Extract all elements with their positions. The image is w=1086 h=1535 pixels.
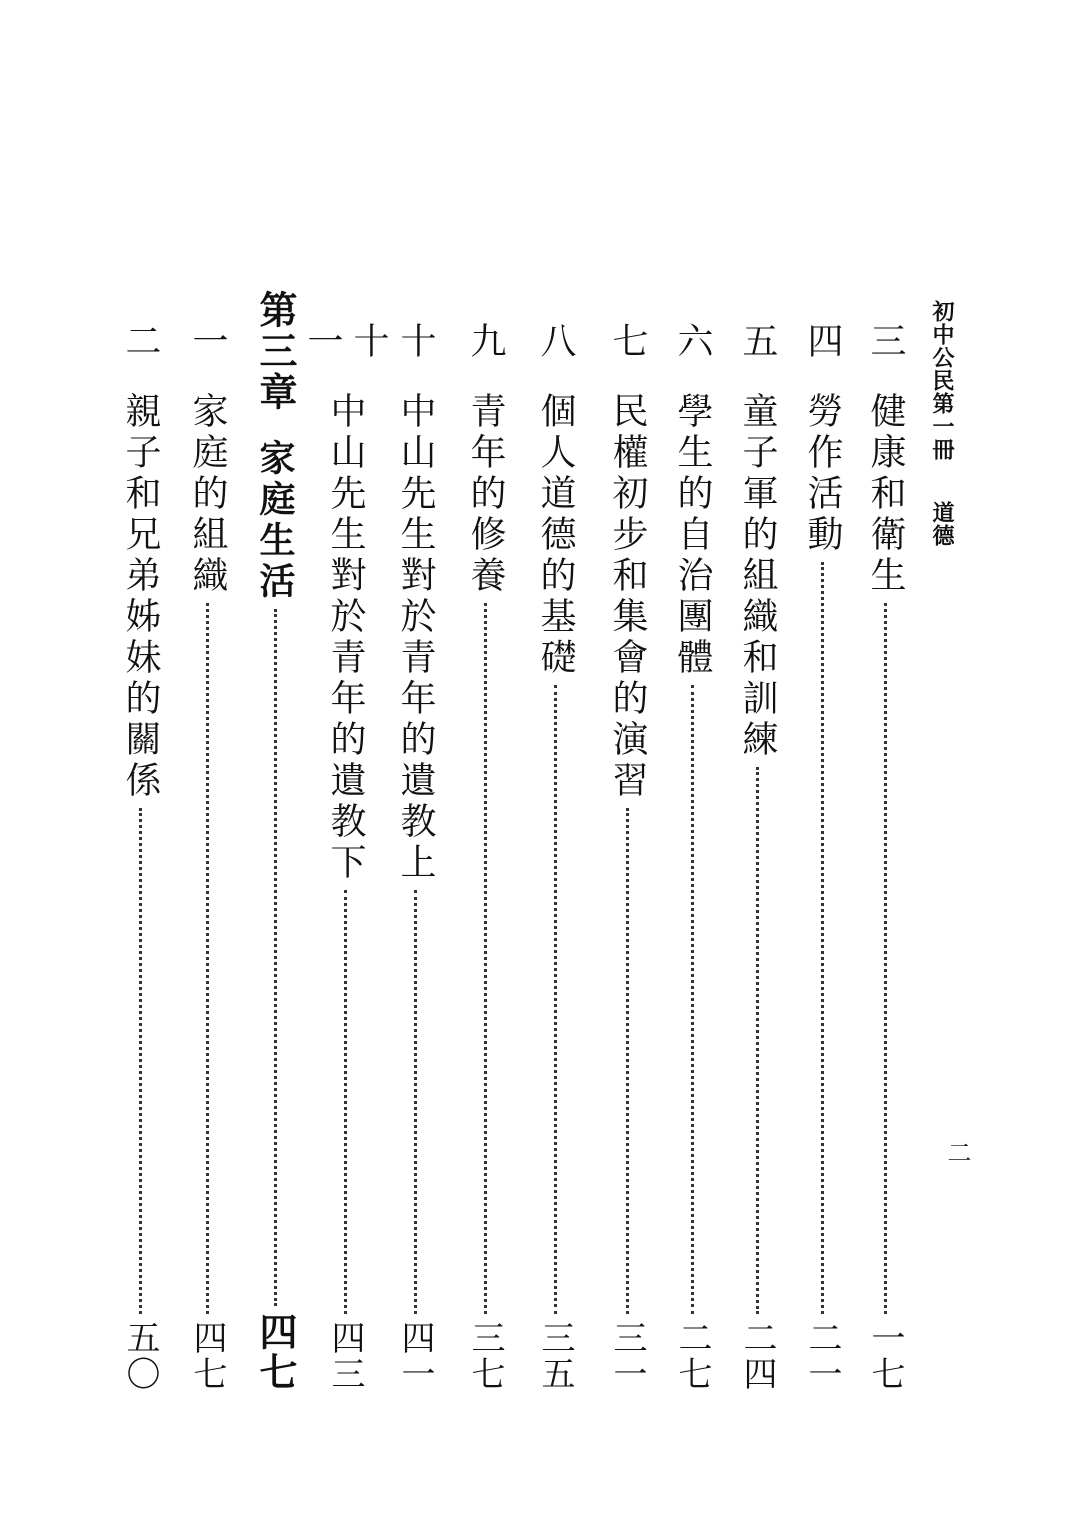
book-title: 初中公民第一冊: [929, 300, 955, 461]
entry-title: 中山先生對於青年的遺教下: [325, 392, 366, 884]
dot-leader: [554, 685, 557, 1314]
entry-title: 個人道德的基礎: [535, 392, 576, 679]
entry-number: 二: [120, 322, 161, 360]
entry-page: 一七: [865, 1320, 905, 1392]
chapter-number: 第三章: [253, 290, 298, 413]
entry-title: 民權初步和集會的演習: [607, 392, 648, 802]
entry-title: 學生的自治團體: [672, 392, 713, 679]
entry-number: 九: [465, 322, 506, 360]
toc-entry: [862, 322, 908, 1392]
entry-number: 六: [672, 322, 713, 360]
entry-page: 二一: [802, 1320, 842, 1392]
entry-page: 四三: [325, 1320, 365, 1392]
dot-leader: [139, 808, 142, 1314]
entry-page: 三七: [465, 1320, 505, 1392]
entry-title: 勞作活動: [802, 392, 843, 556]
toc-entry: [532, 322, 578, 1392]
entry-title: 親子和兄弟姊妹的關係: [120, 392, 161, 802]
entry-page: 四七: [187, 1320, 227, 1392]
toc-entry: [392, 322, 438, 1392]
entry-number: 五: [737, 322, 778, 360]
dot-leader: [274, 609, 277, 1306]
toc-entry: [799, 322, 845, 1392]
entry-title: 青年的修養: [465, 392, 506, 597]
toc-entry: [734, 322, 780, 1392]
entry-page: 三五: [535, 1320, 575, 1392]
toc-entry: [302, 322, 389, 1392]
section-title: 道德: [929, 501, 955, 547]
entry-page: 二七: [672, 1320, 712, 1392]
entry-title: 家庭的組織: [187, 392, 228, 597]
entry-page: 四一: [395, 1320, 435, 1392]
dot-leader: [691, 685, 694, 1314]
entry-page: 五〇: [120, 1320, 160, 1392]
toc-entry: [604, 322, 650, 1392]
toc-entry: [669, 322, 715, 1392]
entry-number: 十一: [302, 322, 389, 360]
dot-leader: [206, 603, 209, 1314]
chapter-title: 家庭生活: [254, 439, 296, 603]
entry-number: 八: [535, 322, 576, 360]
dot-leader: [626, 808, 629, 1314]
entry-page: 二四: [737, 1320, 777, 1392]
dot-leader: [344, 890, 347, 1314]
entry-number: 十: [395, 322, 436, 360]
dot-leader: [414, 890, 417, 1314]
entry-number: 四: [802, 322, 843, 360]
toc-entry: [117, 322, 163, 1392]
entry-title: 健康和衛生: [865, 392, 906, 597]
dot-leader: [484, 603, 487, 1314]
chapter-page: 四七: [253, 1312, 298, 1392]
entry-page: 三一: [607, 1320, 647, 1392]
toc-chapter-entry: [252, 290, 298, 1392]
page-number: 二: [943, 1140, 971, 1164]
entry-number: 三: [865, 322, 906, 360]
entry-number: 七: [607, 322, 648, 360]
dot-leader: [821, 562, 824, 1314]
entry-title: 中山先生對於青年的遺教上: [395, 392, 436, 884]
toc-entry: [184, 322, 230, 1392]
dot-leader: [884, 603, 887, 1314]
running-header: [928, 300, 958, 547]
entry-title: 童子軍的組織和訓練: [737, 392, 778, 761]
toc-entry: [462, 322, 508, 1392]
entry-number: 一: [187, 322, 228, 360]
dot-leader: [756, 767, 759, 1314]
